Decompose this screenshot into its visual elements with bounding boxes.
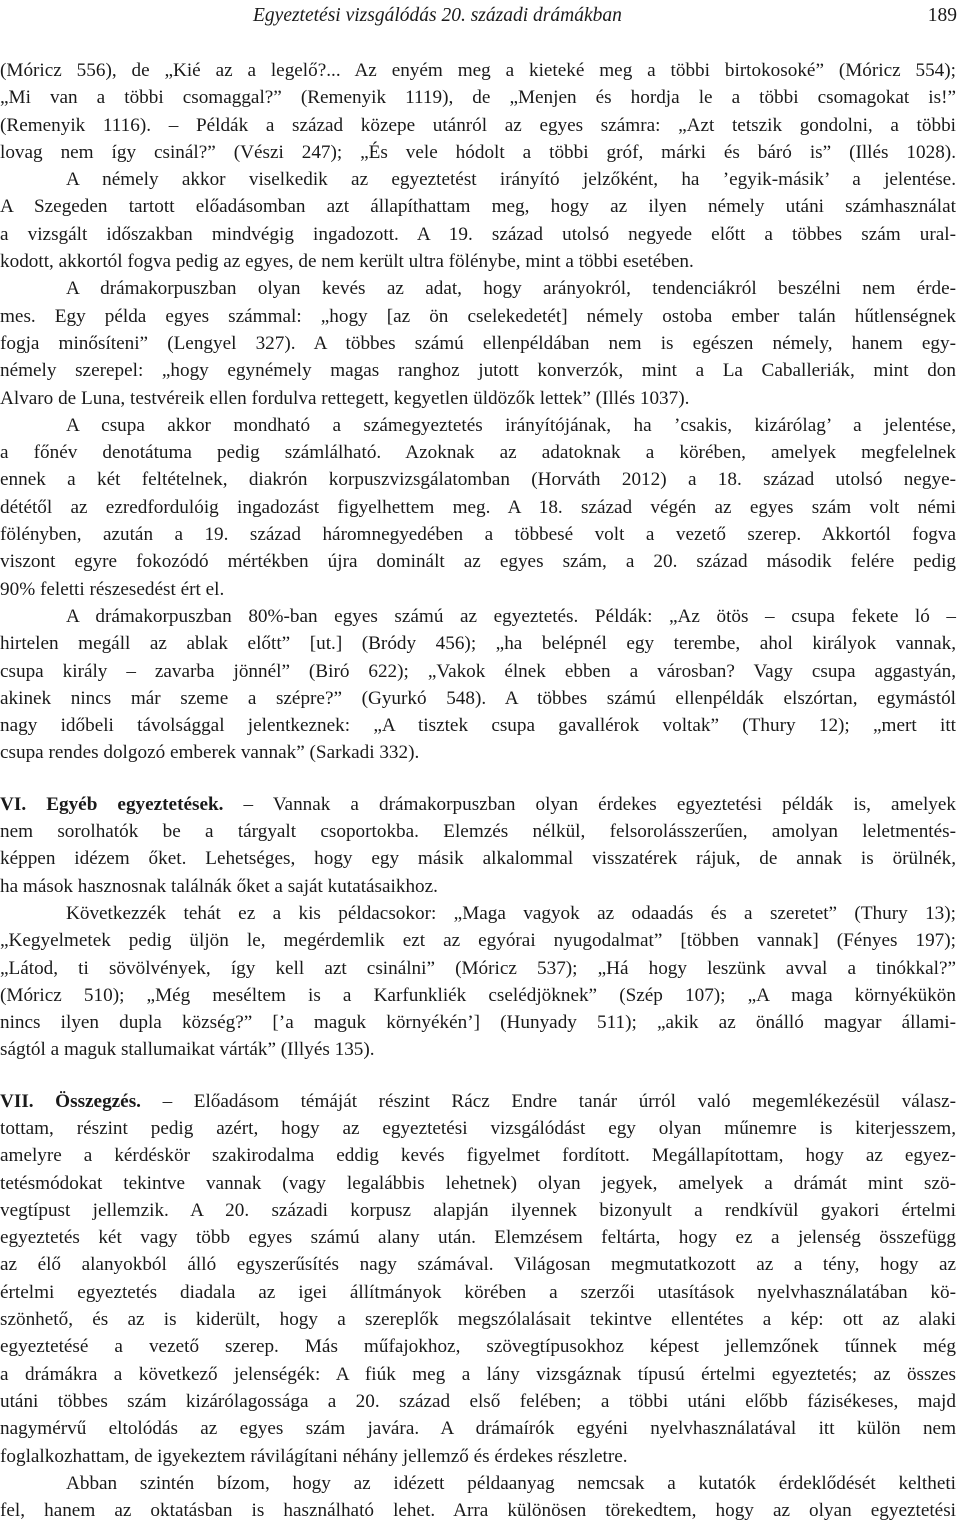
text-line: utáni többes szám kizárólagossága a 20. század első felében; a többi utáni előbb fázisékeses, majd	[0, 1390, 956, 1412]
text-line: a drámákra a következő jelenségék: A fiúk meg a lány vizsgáznak típusú értelmi egyeztetés; az összes	[0, 1363, 956, 1385]
text-line: képpen idézem őket. Lehetséges, hogy egy másik alkalommal visszatérek rájuk, de annak is örülnék,	[0, 848, 956, 870]
text-line: egyeztetés két vagy több egyes számú alany után. Elemzésem feltárta, hogy ez a jelenség összefügg	[0, 1227, 956, 1249]
text-line: „Látod, ti sövölvények, így kell azt csinálni” (Móricz 537); „Há hogy leszünk avval a tinókkal?”	[0, 957, 956, 979]
text-line: csupa rendes dolgozó emberek vannak” (Sarkadi 332).	[0, 742, 420, 764]
text-line: a főnév denotátuma pedig számlálható. Azoknak az adatoknak a körében, amelyek megfelelnek	[0, 442, 956, 464]
text-line: viszont egyre fokozódó mértékben újra dominált az egyes szám, a 20. század második felére pedig	[0, 551, 956, 573]
text-line: nem sorolhatók be a tárgyalt csoportokba. Elemzés nélkül, felsorolásszerűen, amolyan leletmentés-	[0, 821, 956, 843]
text-line: Következzék tehát ez a kis példacsokor: „Maga vagyok az odaadás és a szeretet” (Thury 13);	[66, 902, 956, 924]
running-head-title: Egyeztetési vizsgálódás 20. századi drámákban	[253, 5, 622, 26]
text-line: A Szegeden tartott előadásomban azt állapíthattam meg, hogy az ilyen némely utáni számhasználat	[0, 196, 956, 218]
text-line: mes. Egy példa egyes számmal: „hogy [az ön cselekedetét] némely ostoba ember talán hűtlenségnek	[0, 305, 956, 327]
running-head	[0, 4, 960, 28]
text-line: 90% feletti részesedést ért el.	[0, 578, 225, 600]
text-line: A drámakorpuszban 80%-ban egyes számú az egyeztetés. Példák: „Az ötös – csupa fekete ló –	[66, 605, 956, 627]
text-line: tottam, részint pedig azért, hogy az egyeztetési vizsgálódást egy olyan műnemre is kiterjesszem,	[0, 1117, 956, 1139]
text-line: „Mi van a többi csomaggal?” (Remenyik 1119), de „Menjen és hordja le a többi csomagokat is!”	[0, 87, 956, 109]
text-line: akinek nincs már szeme a szépre?” (Gyurkó 548). A többes számú ellenpéldák elszórtan, egymástól	[0, 687, 956, 709]
text-line: (Móricz 556), de „Kié az a legelő?... Az enyém meg a kieteké meg a többi birtokosoké” (Móricz 554);	[0, 60, 956, 81]
text-line: szönhető, és az is kiderült, hogy a szereplők megszólalásait tekintve ellentétes a kép: ott az alaki	[0, 1309, 956, 1331]
page-number: 189	[927, 5, 957, 26]
body-text	[0, 57, 956, 1524]
text-line: Alvaro de Luna, testvéreik ellen fordulva rettegett, kegyetlen üldözők lettek” (Illés 1037).	[0, 387, 690, 409]
text-line: Abban szintén bízom, hogy az idézett példaanyag nemcsak a kutatók érdeklődését keltheti	[66, 1472, 956, 1494]
section-heading-line: VII. Összegzés. – Előadásom témáját részint Rácz Endre tanár úrról való megemlékezésül válasz-	[0, 1090, 956, 1112]
text-line: nincs ilyen dupla község?” [’a maguk környékén’] (Hunyady 511); „akik az önálló magyar állami-	[0, 1012, 956, 1034]
text-line: lovag nem így csinál?” (Vészi 247); „És vele hódolt a többi gróf, márki és báró is” (Illés 1028).	[0, 141, 956, 163]
text-line: (Móricz 510); „Még meséltem is a Karfunkliék cselédjöknek” (Szép 107); „A maga környékükön	[0, 984, 956, 1006]
section-heading-line: VI. Egyéb egyeztetések. – Vannak a drámakorpuszban olyan érdekes egyeztetési példák is, amelyek	[0, 793, 956, 815]
text-line: ságtól a maguk stallumaikat várták” (Illyés 135).	[0, 1039, 375, 1061]
text-line: (Remenyik 1116). – Példák a század közepe utánról az egyes számra: „Azt tetszik gondolni, a többi	[0, 114, 956, 136]
text-line: nagy időbeli távolsággal jelentkeznek: „A tisztek csupa gavallérok voltak” (Thury 12); „mert itt	[0, 715, 956, 737]
text-line: vegtípust jellemzik. A 20. századi korpusz alapján ilyennek bizonyult a rendkívül gyakori értelmi	[0, 1199, 956, 1221]
text-line: dététől az ezredfordulóig ingadozást figyelhettem meg. A 18. század végén az egyes szám volt némi	[0, 496, 956, 518]
text-line: egyeztetésé a vezető szerep. Más műfajokhoz, szövegtípusokhoz képest jellemzőnek tűnnek még	[0, 1336, 956, 1358]
text-line: kodott, akkortól fogva pedig az egyes, de nem került ultra fölénybe, mint a többi esetében.	[0, 251, 694, 273]
text-line: fölényben, azután a 19. század háromnegyedében a többesé volt a vezető szerep. Akkortól fogva	[0, 524, 956, 546]
text-line: foglalkozhattam, de igyekeztem rávilágítani néhány jellemző és érdekes részletre.	[0, 1445, 628, 1467]
text-line: hirtelen megáll az ablak előtt” [ut.] (Bródy 456); „ha belépnél egy terembe, ahol királyok vannak,	[0, 633, 956, 655]
text-line: tetésmódokat tekintve vannak (vagy legalábbis lehetnek) olyan jegyek, amelyek a drámát mint szö-	[0, 1172, 956, 1194]
text-line: A drámakorpuszban olyan kevés az adat, hogy arányokról, tendenciákról beszélni nem érde-	[66, 278, 956, 300]
text-line: A csupa akkor mondható a számegyeztetés irányítójának, ha ’csakis, kizárólag’ a jelentése,	[66, 414, 956, 436]
text-line: nagymérvű eltolódás az egyes szám javára. A drámaírók egyéni nyelvhasználatával itt külön nem	[0, 1418, 956, 1440]
section-heading: VI. Egyéb egyeztetések.	[0, 793, 224, 815]
text-line: csupa király – zavarba jönnél” (Biró 622); „Vakok élnek ebben a városban? Vagy csupa aggastyán,	[0, 660, 956, 682]
text-line: ennek a két feltételnek, diakrón korpuszvizsgálatomban (Horváth 2012) a 18. század utolsó negye-	[0, 469, 956, 491]
text-line: „Kegyelmetek pedig üljön le, megérdemlik ezt az egyórai nyugodalmat” [többen vannak] (Fényes 197);	[0, 930, 956, 952]
text-line: fel, hanem az oktatásban is használható lehet. Arra különösen törekedtem, hogy az olyan egyeztetési	[0, 1500, 956, 1522]
text-line: a vizsgált időszakban mindvégig ingadozott. A 19. század utolsó negyede előtt a többes szám ural-	[0, 223, 956, 245]
text-line: értelmi egyeztetés diadala az igei állítmányok körében a szerzői utasítások nyelvhasználatában kö-	[0, 1281, 956, 1303]
section-heading: VII. Összegzés.	[0, 1090, 141, 1112]
section-gap	[0, 1064, 956, 1088]
section-gap	[0, 767, 956, 791]
text-line: az élő alanyokból álló egyszerűsítés nagy számával. Világosan megmutatkozott az a tény, hogy az	[0, 1254, 956, 1276]
text-line: ha mások hasznosnak találnák őket a saját kutatásaikhoz.	[0, 875, 438, 897]
text-line: amelyre a kérdéskör szakirodalma eddig kevés figyelmet fordított. Megállapítottam, hogy az egyez-	[0, 1145, 956, 1167]
text-line: fogja minősíteni” (Lengyel 327). A többes számú ellenpéldában nem is egészen némely, hanem egy-	[0, 332, 956, 354]
text-line: A némely akkor viselkedik az egyeztetést irányító jelzőként, ha ’egyik-másik’ a jelentése.	[66, 169, 956, 191]
text-line: némely szerepel: „hogy egynémely magas ranghoz jutott konverzók, mint a La Caballeriák, mint don	[0, 360, 956, 382]
